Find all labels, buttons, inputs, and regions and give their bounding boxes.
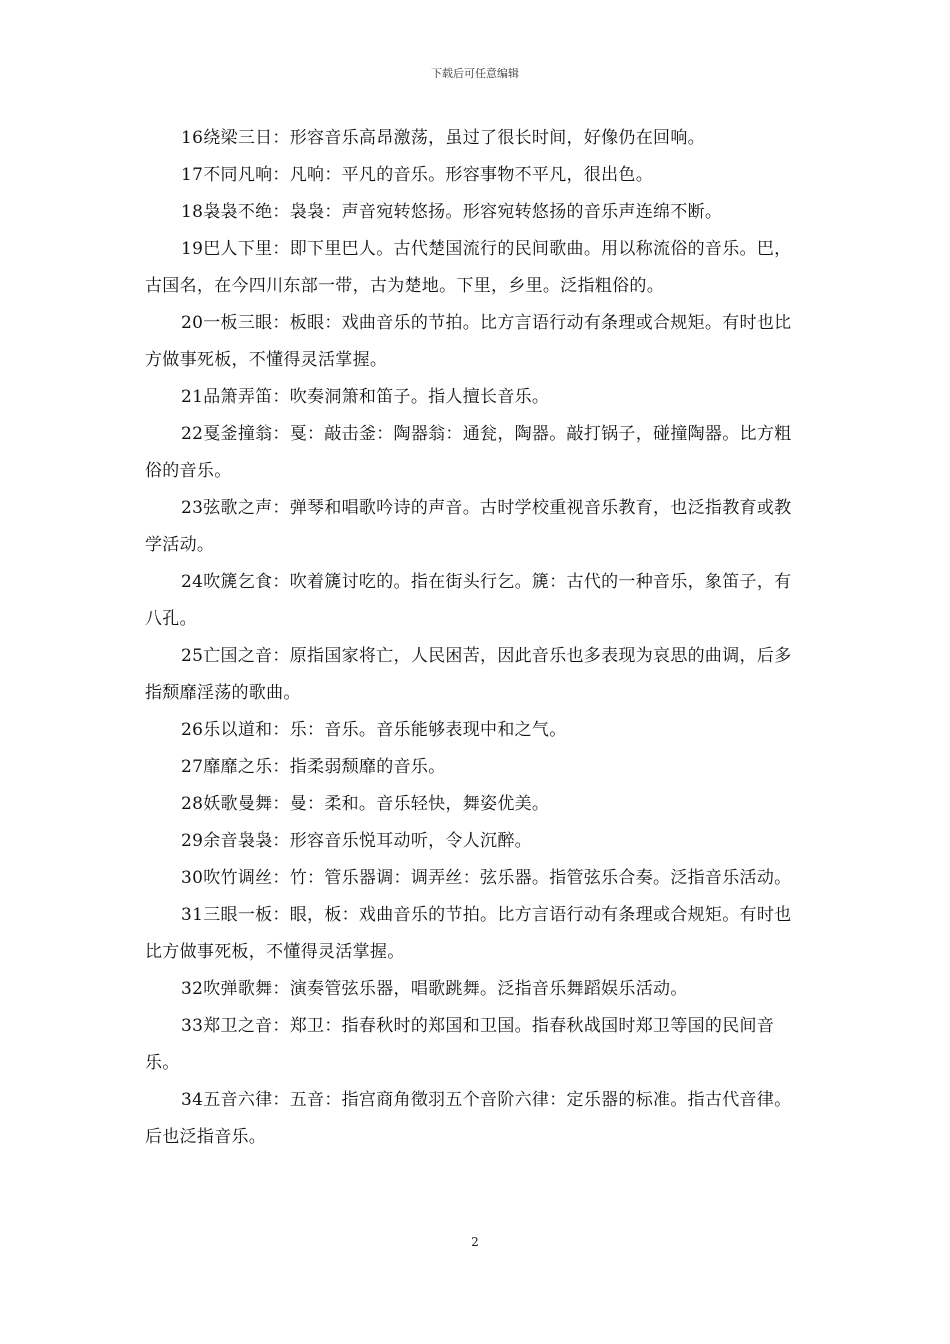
idiom-entry-34: 34五音六律：五音：指宫商角徵羽五个音阶六律：定乐器的标准。指古代音律。后也泛指音乐。 xyxy=(145,1090,792,1147)
idiom-entry-29: 29余音袅袅：形容音乐悦耳动听，令人沉醉。 xyxy=(181,831,532,851)
idiom-entry-18: 18袅袅不绝：袅袅：声音宛转悠扬。形容宛转悠扬的音乐声连绵不断。 xyxy=(181,202,723,222)
idiom-entry-27: 27靡靡之乐：指柔弱颓靡的音乐。 xyxy=(181,757,446,777)
idiom-entry-21: 21品箫弄笛：吹奏洞箫和笛子。指人擅长音乐。 xyxy=(181,387,550,407)
idiom-entry-33: 33郑卫之音：郑卫：指春秋时的郑国和卫国。指春秋战国时郑卫等国的民间音乐。 xyxy=(145,1016,775,1073)
idiom-entry-17: 17不同凡响：凡响：平凡的音乐。形容事物不平凡，很出色。 xyxy=(181,165,654,185)
idiom-entry-19: 19巴人下里：即下里巴人。古代楚国流行的民间歌曲。用以称流俗的音乐。巴，古国名，在今四川东部一带，古为楚地。下里，乡里。泛指粗俗的。 xyxy=(145,239,792,296)
idiom-entry-26: 26乐以道和：乐：音乐。音乐能够表现中和之气。 xyxy=(181,720,567,740)
page-number: 2 xyxy=(471,1235,479,1249)
idiom-entry-32: 32吹弹歌舞：演奏管弦乐器，唱歌跳舞。泛指音乐舞蹈娱乐活动。 xyxy=(181,979,688,999)
idiom-entry-20: 20一板三眼：板眼：戏曲音乐的节拍。比方言语行动有条理或合规矩。有时也比方做事死板，不懂得灵活掌握。 xyxy=(145,313,792,370)
idiom-entry-28: 28妖歌曼舞：曼：柔和。音乐轻快，舞姿优美。 xyxy=(181,794,550,814)
idiom-entry-23: 23弦歌之声：弹琴和唱歌吟诗的声音。古时学校重视音乐教育，也泛指教育或教学活动。 xyxy=(145,498,792,555)
idiom-entry-25: 25亡国之音：原指国家将亡，人民困苦，因此音乐也多表现为哀思的曲调，后多指颓靡淫荡的歌曲。 xyxy=(145,646,792,703)
idiom-entry-30: 30吹竹调丝：竹：管乐器调：调弄丝：弦乐器。指管弦乐合奏。泛指音乐活动。 xyxy=(181,868,792,888)
document-body xyxy=(145,120,807,1156)
idiom-entry-24: 24吹篪乞食：吹着篪讨吃的。指在街头行乞。篪：古代的一种音乐，象笛子，有八孔。 xyxy=(145,572,792,629)
idiom-entry-22: 22戛釜撞翁：戛：敲击釜：陶器翁：通瓮，陶器。敲打锅子，碰撞陶器。比方粗俗的音乐。 xyxy=(145,424,792,481)
page-header: 下载后可任意编辑 xyxy=(431,67,519,80)
idiom-entry-31: 31三眼一板：眼，板：戏曲音乐的节拍。比方言语行动有条理或合规矩。有时也比方做事死板，不懂得灵活掌握。 xyxy=(145,905,792,962)
idiom-entry-16: 16绕梁三日：形容音乐高昂激荡，虽过了很长时间，好像仍在回响。 xyxy=(181,128,705,148)
